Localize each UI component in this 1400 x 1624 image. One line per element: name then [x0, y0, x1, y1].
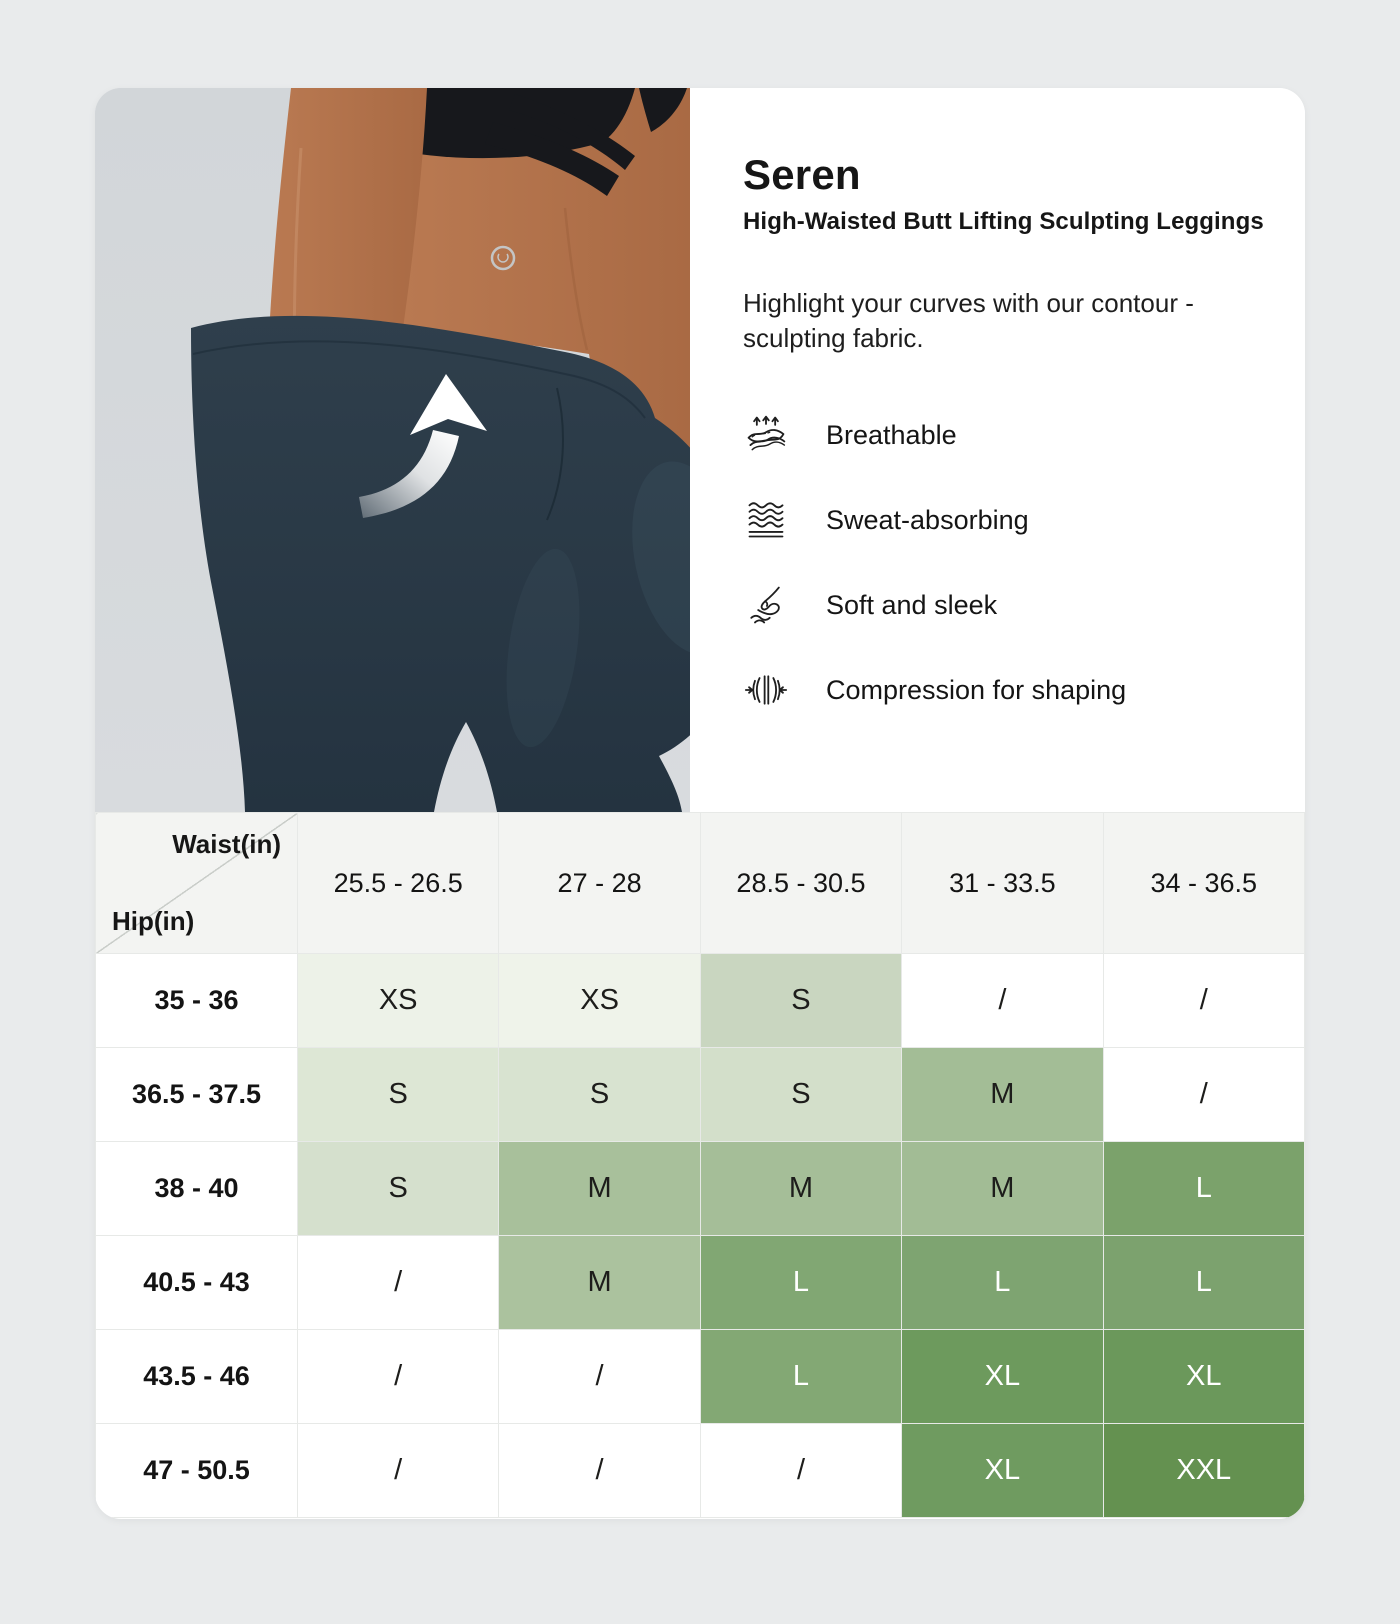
size-cell-unavailable: / [700, 1424, 901, 1518]
product-description: Highlight your curves with our contour - sculpting fabric. [743, 288, 1194, 354]
size-cell: XL [902, 1330, 1103, 1424]
size-cell-unavailable: / [499, 1424, 700, 1518]
feature-item-compression [743, 667, 1305, 713]
product-photo-illustration [95, 88, 690, 812]
size-cell: M [902, 1142, 1103, 1236]
sweat-absorbing-icon [743, 497, 789, 543]
size-cell: XS [298, 954, 499, 1048]
feature-label: Soft and sleek [826, 589, 998, 620]
compression-icon [743, 667, 789, 713]
waist-range-header: 31 - 33.5 [902, 813, 1103, 954]
feature-label: Compression for shaping [826, 674, 1127, 705]
size-cell-unavailable: / [499, 1330, 700, 1424]
size-cell: XXL [1103, 1424, 1304, 1518]
size-cell-unavailable: / [298, 1236, 499, 1330]
size-cell-unavailable: / [298, 1424, 499, 1518]
size-cell-unavailable: / [1103, 1048, 1304, 1142]
waist-range-header: 28.5 - 30.5 [700, 813, 901, 954]
size-cell: S [700, 1048, 901, 1142]
size-chart-row [96, 954, 1305, 1048]
size-cell: M [700, 1142, 901, 1236]
size-chart-row [96, 1236, 1305, 1330]
hip-range-label: 38 - 40 [96, 1142, 298, 1236]
size-cell-unavailable: / [902, 954, 1103, 1048]
size-chart-table [95, 812, 1305, 1518]
size-cell: M [499, 1142, 700, 1236]
top-section [95, 88, 1305, 812]
feature-label: Sweat-absorbing [826, 504, 1029, 535]
product-card [95, 88, 1305, 1519]
size-chart-header-row [96, 813, 1305, 954]
waist-range-header: 34 - 36.5 [1103, 813, 1304, 954]
size-chart-row [96, 1142, 1305, 1236]
hip-range-label: 47 - 50.5 [96, 1424, 298, 1518]
size-cell: L [700, 1330, 901, 1424]
size-cell-unavailable: / [298, 1330, 499, 1424]
size-chart-row [96, 1424, 1305, 1518]
size-cell: XL [902, 1424, 1103, 1518]
size-chart-body [96, 954, 1305, 1518]
hip-range-label: 36.5 - 37.5 [96, 1048, 298, 1142]
size-chart-row [96, 1330, 1305, 1424]
product-name: Seren [743, 151, 861, 198]
axis-corner-cell [96, 813, 298, 954]
hip-range-label: 35 - 36 [96, 954, 298, 1048]
waist-axis-label: Waist(in) [172, 829, 281, 859]
size-cell: S [298, 1142, 499, 1236]
breathable-icon [743, 412, 789, 458]
hip-range-label: 40.5 - 43 [96, 1236, 298, 1330]
size-cell: S [499, 1048, 700, 1142]
waist-range-header: 25.5 - 26.5 [298, 813, 499, 954]
feature-item-soft-sleek [743, 582, 1305, 628]
soft-sleek-icon [743, 582, 789, 628]
size-cell: L [1103, 1142, 1304, 1236]
size-cell: XL [1103, 1330, 1304, 1424]
size-cell: S [700, 954, 901, 1048]
size-cell: L [700, 1236, 901, 1330]
feature-item-breathable [743, 412, 1305, 458]
size-cell: M [902, 1048, 1103, 1142]
size-cell: L [1103, 1236, 1304, 1330]
feature-item-sweat-absorbing [743, 497, 1305, 543]
waist-range-header: 27 - 28 [499, 813, 700, 954]
product-subtitle: High-Waisted Butt Lifting Sculpting Leggings [743, 208, 1264, 236]
size-cell: S [298, 1048, 499, 1142]
size-cell: L [902, 1236, 1103, 1330]
hip-range-label: 43.5 - 46 [96, 1330, 298, 1424]
product-photo [95, 88, 690, 812]
hip-axis-label: Hip(in) [112, 906, 195, 936]
size-chart-row [96, 1048, 1305, 1142]
feature-list [743, 412, 1305, 713]
size-cell-unavailable: / [1103, 954, 1304, 1048]
size-cell: XS [499, 954, 700, 1048]
info-panel [690, 88, 1305, 812]
size-cell: M [499, 1236, 700, 1330]
feature-label: Breathable [826, 419, 957, 450]
